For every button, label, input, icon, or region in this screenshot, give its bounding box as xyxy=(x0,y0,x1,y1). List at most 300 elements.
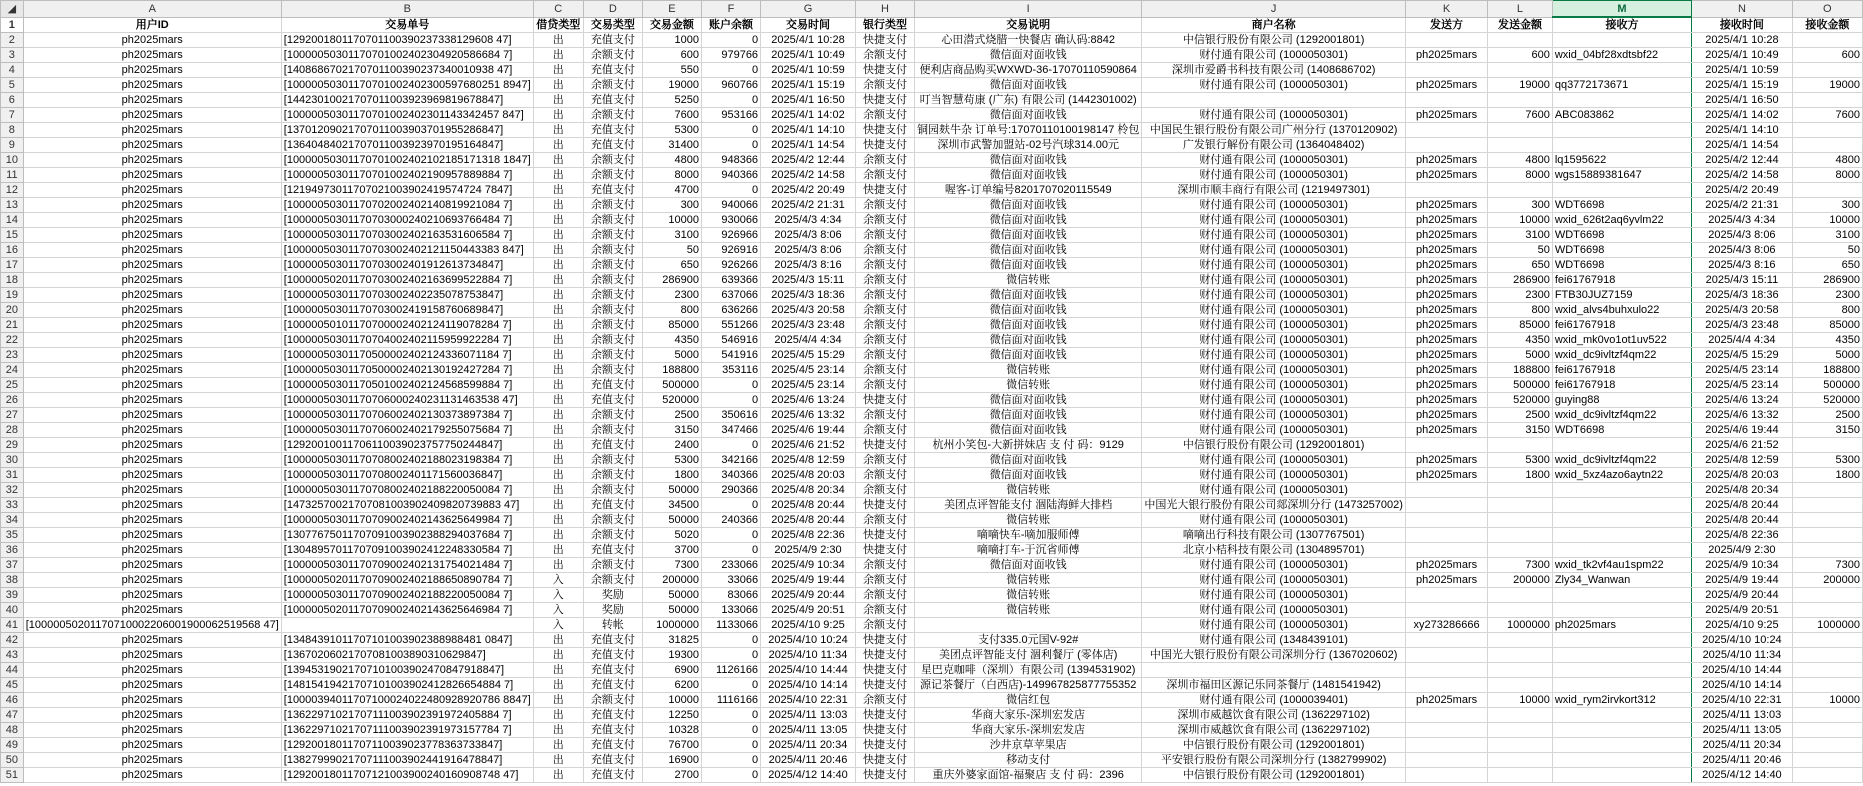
cell-D16[interactable]: 余额支付 xyxy=(583,243,642,258)
cell-F15[interactable]: 926966 xyxy=(701,228,760,243)
column-header-I[interactable]: I xyxy=(915,1,1142,18)
cell-F20[interactable]: 636266 xyxy=(701,303,760,318)
cell-H50[interactable]: 快捷支付 xyxy=(855,753,914,768)
cell-H16[interactable]: 余额支付 xyxy=(855,243,914,258)
cell-B12[interactable]: [12194973011707021003902419574724 7847] xyxy=(281,183,533,198)
column-header-F[interactable]: F xyxy=(701,1,760,18)
cell-L37[interactable]: 7300 xyxy=(1488,558,1553,573)
cell-A50[interactable]: ph2025mars xyxy=(23,753,281,768)
cell-L31[interactable]: 1800 xyxy=(1488,468,1553,483)
cell-J6[interactable] xyxy=(1142,93,1406,108)
cell-F37[interactable]: 233066 xyxy=(701,558,760,573)
row-header-18[interactable]: 18 xyxy=(1,273,24,288)
cell-O3[interactable]: 600 xyxy=(1792,48,1862,63)
cell-L34[interactable] xyxy=(1488,513,1553,528)
cell-F19[interactable]: 637066 xyxy=(701,288,760,303)
cell-B20[interactable]: [10000050301170703002419158760689847] xyxy=(281,303,533,318)
cell-O6[interactable] xyxy=(1792,93,1862,108)
cell-C5[interactable]: 出 xyxy=(533,78,583,93)
cell-C34[interactable]: 出 xyxy=(533,513,583,528)
cell-I10[interactable]: 微信面对面收钱 xyxy=(915,153,1142,168)
cell-N29[interactable]: 2025/4/6 21:52 xyxy=(1692,438,1792,453)
cell-H34[interactable]: 余额支付 xyxy=(855,513,914,528)
cell-E40[interactable]: 50000 xyxy=(642,603,701,618)
row-header-42[interactable]: 42 xyxy=(1,633,24,648)
cell-K45[interactable] xyxy=(1405,678,1487,693)
cell-D28[interactable]: 余额支付 xyxy=(583,423,642,438)
table-row[interactable] xyxy=(1,183,1863,198)
cell-C18[interactable]: 出 xyxy=(533,273,583,288)
cell-N3[interactable]: 2025/4/1 10:49 xyxy=(1692,48,1792,63)
cell-E2[interactable]: 1000 xyxy=(642,33,701,48)
cell-G44[interactable]: 2025/4/10 14:44 xyxy=(761,663,856,678)
cell-E38[interactable]: 200000 xyxy=(642,573,701,588)
cell-B3[interactable]: [10000050301170701002402304920586684 7] xyxy=(281,48,533,63)
cell-K41[interactable]: xy273286666 xyxy=(1405,618,1487,633)
cell-O48[interactable] xyxy=(1792,723,1862,738)
cell-H9[interactable]: 快捷支付 xyxy=(855,138,914,153)
cell-H46[interactable]: 余额支付 xyxy=(855,693,914,708)
cell-L21[interactable]: 85000 xyxy=(1488,318,1553,333)
cell-J47[interactable]: 深圳市威越饮食有限公司 (1362297102) xyxy=(1142,708,1406,723)
cell-F5[interactable]: 960766 xyxy=(701,78,760,93)
cell-O22[interactable]: 4350 xyxy=(1792,333,1862,348)
cell-O14[interactable]: 10000 xyxy=(1792,213,1862,228)
cell-D40[interactable]: 奖励 xyxy=(583,603,642,618)
cell-C42[interactable]: 出 xyxy=(533,633,583,648)
header-cell-E[interactable]: 交易金额 xyxy=(642,17,701,33)
cell-L20[interactable]: 800 xyxy=(1488,303,1553,318)
cell-E30[interactable]: 5300 xyxy=(642,453,701,468)
cell-O21[interactable]: 85000 xyxy=(1792,318,1862,333)
cell-A5[interactable]: ph2025mars xyxy=(23,78,281,93)
cell-I22[interactable]: 微信面对面收钱 xyxy=(915,333,1142,348)
cell-K46[interactable]: ph2025mars xyxy=(1405,693,1487,708)
cell-O2[interactable] xyxy=(1792,33,1862,48)
cell-E29[interactable]: 2400 xyxy=(642,438,701,453)
cell-M21[interactable]: fei61767918 xyxy=(1552,318,1691,333)
cell-D11[interactable]: 余额支付 xyxy=(583,168,642,183)
cell-F39[interactable]: 83066 xyxy=(701,588,760,603)
cell-O51[interactable] xyxy=(1792,768,1862,783)
cell-C14[interactable]: 出 xyxy=(533,213,583,228)
cell-C12[interactable]: 出 xyxy=(533,183,583,198)
cell-B23[interactable]: [10000050301170500002402124336071184 7] xyxy=(281,348,533,363)
table-row[interactable] xyxy=(1,93,1863,108)
cell-D3[interactable]: 余额支付 xyxy=(583,48,642,63)
cell-J22[interactable]: 财付通有限公司 (1000050301) xyxy=(1142,333,1406,348)
cell-C11[interactable]: 出 xyxy=(533,168,583,183)
table-row[interactable] xyxy=(1,753,1863,768)
cell-B19[interactable]: [10000050301170703002402235078753847] xyxy=(281,288,533,303)
cell-G16[interactable]: 2025/4/3 8:06 xyxy=(761,243,856,258)
cell-K36[interactable] xyxy=(1405,543,1487,558)
cell-D51[interactable]: 充值支付 xyxy=(583,768,642,783)
cell-N40[interactable]: 2025/4/9 20:51 xyxy=(1692,603,1792,618)
cell-A20[interactable]: ph2025mars xyxy=(23,303,281,318)
cell-C48[interactable]: 出 xyxy=(533,723,583,738)
cell-I40[interactable]: 微信转账 xyxy=(915,603,1142,618)
cell-F34[interactable]: 240366 xyxy=(701,513,760,528)
cell-I25[interactable]: 微信转账 xyxy=(915,378,1142,393)
cell-N44[interactable]: 2025/4/10 14:44 xyxy=(1692,663,1792,678)
cell-J36[interactable]: 北京小桔科技有限公司 (1304895701) xyxy=(1142,543,1406,558)
row-header-25[interactable]: 25 xyxy=(1,378,24,393)
header-cell-I[interactable]: 交易说明 xyxy=(915,17,1142,33)
cell-L32[interactable] xyxy=(1488,483,1553,498)
cell-A29[interactable]: ph2025mars xyxy=(23,438,281,453)
cell-I17[interactable]: 微信面对面收钱 xyxy=(915,258,1142,273)
cell-N50[interactable]: 2025/4/11 20:46 xyxy=(1692,753,1792,768)
cell-L12[interactable] xyxy=(1488,183,1553,198)
row-header-20[interactable]: 20 xyxy=(1,303,24,318)
cell-B33[interactable]: [14732570021707081003902409820739883 47] xyxy=(281,498,533,513)
cell-M45[interactable] xyxy=(1552,678,1691,693)
cell-A14[interactable]: ph2025mars xyxy=(23,213,281,228)
cell-I31[interactable]: 微信面对面收钱 xyxy=(915,468,1142,483)
cell-H27[interactable]: 余额支付 xyxy=(855,408,914,423)
cell-A28[interactable]: ph2025mars xyxy=(23,423,281,438)
cell-H44[interactable]: 快捷支付 xyxy=(855,663,914,678)
cell-N20[interactable]: 2025/4/3 20:58 xyxy=(1692,303,1792,318)
column-header-D[interactable]: D xyxy=(583,1,642,18)
cell-A47[interactable]: ph2025mars xyxy=(23,708,281,723)
cell-K40[interactable] xyxy=(1405,603,1487,618)
row-header-27[interactable]: 27 xyxy=(1,408,24,423)
cell-L24[interactable]: 188800 xyxy=(1488,363,1553,378)
table-row[interactable] xyxy=(1,513,1863,528)
table-row[interactable] xyxy=(1,678,1863,693)
cell-K50[interactable] xyxy=(1405,753,1487,768)
cell-K42[interactable] xyxy=(1405,633,1487,648)
table-row[interactable] xyxy=(1,408,1863,423)
cell-K37[interactable]: ph2025mars xyxy=(1405,558,1487,573)
cell-K4[interactable] xyxy=(1405,63,1487,78)
cell-E20[interactable]: 800 xyxy=(642,303,701,318)
row-header-6[interactable]: 6 xyxy=(1,93,24,108)
cell-A46[interactable]: ph2025mars xyxy=(23,693,281,708)
cell-M36[interactable] xyxy=(1552,543,1691,558)
table-row[interactable] xyxy=(1,78,1863,93)
cell-L6[interactable] xyxy=(1488,93,1553,108)
cell-D43[interactable]: 充值支付 xyxy=(583,648,642,663)
cell-K11[interactable]: ph2025mars xyxy=(1405,168,1487,183)
cell-A31[interactable]: ph2025mars xyxy=(23,468,281,483)
cell-O47[interactable] xyxy=(1792,708,1862,723)
cell-N26[interactable]: 2025/4/6 13:24 xyxy=(1692,393,1792,408)
cell-N33[interactable]: 2025/4/8 20:44 xyxy=(1692,498,1792,513)
cell-E34[interactable]: 50000 xyxy=(642,513,701,528)
cell-E7[interactable]: 7600 xyxy=(642,108,701,123)
cell-O4[interactable] xyxy=(1792,63,1862,78)
cell-B4[interactable]: [1408686702170701100390237340010938 47] xyxy=(281,63,533,78)
cell-H31[interactable]: 余额支付 xyxy=(855,468,914,483)
cell-G42[interactable]: 2025/4/10 10:24 xyxy=(761,633,856,648)
cell-H26[interactable]: 快捷支付 xyxy=(855,393,914,408)
cell-F35[interactable]: 0 xyxy=(701,528,760,543)
table-row[interactable] xyxy=(1,588,1863,603)
cell-I16[interactable]: 微信面对面收钱 xyxy=(915,243,1142,258)
cell-A48[interactable]: ph2025mars xyxy=(23,723,281,738)
cell-B18[interactable]: [10000050201170703002402163699522884 7] xyxy=(281,273,533,288)
cell-K15[interactable]: ph2025mars xyxy=(1405,228,1487,243)
table-row[interactable] xyxy=(1,708,1863,723)
cell-L43[interactable] xyxy=(1488,648,1553,663)
cell-K5[interactable]: ph2025mars xyxy=(1405,78,1487,93)
cell-N23[interactable]: 2025/4/5 15:29 xyxy=(1692,348,1792,363)
cell-A45[interactable]: ph2025mars xyxy=(23,678,281,693)
cell-C4[interactable]: 出 xyxy=(533,63,583,78)
cell-D32[interactable]: 余额支付 xyxy=(583,483,642,498)
cell-C9[interactable]: 出 xyxy=(533,138,583,153)
cell-A30[interactable]: ph2025mars xyxy=(23,453,281,468)
cell-O50[interactable] xyxy=(1792,753,1862,768)
cell-B37[interactable]: [10000050301170709002402131754021484 7] xyxy=(281,558,533,573)
cell-G51[interactable]: 2025/4/12 14:40 xyxy=(761,768,856,783)
cell-G6[interactable]: 2025/4/1 16:50 xyxy=(761,93,856,108)
cell-K20[interactable]: ph2025mars xyxy=(1405,303,1487,318)
table-row[interactable] xyxy=(1,573,1863,588)
cell-I35[interactable]: 嘀嘀快车-嘀加服师傅 xyxy=(915,528,1142,543)
cell-H2[interactable]: 快捷支付 xyxy=(855,33,914,48)
cell-J17[interactable]: 财付通有限公司 (1000050301) xyxy=(1142,258,1406,273)
cell-J38[interactable]: 财付通有限公司 (1000050301) xyxy=(1142,573,1406,588)
cell-E17[interactable]: 650 xyxy=(642,258,701,273)
cell-C36[interactable]: 出 xyxy=(533,543,583,558)
header-cell-A[interactable]: 用户ID xyxy=(23,17,281,33)
cell-N21[interactable]: 2025/4/3 23:48 xyxy=(1692,318,1792,333)
cell-B29[interactable]: [12920010011706110039023757750244847] xyxy=(281,438,533,453)
cell-K51[interactable] xyxy=(1405,768,1487,783)
table-row[interactable] xyxy=(1,618,1863,633)
cell-K31[interactable]: ph2025mars xyxy=(1405,468,1487,483)
cell-F26[interactable]: 0 xyxy=(701,393,760,408)
column-header-G[interactable]: G xyxy=(761,1,856,18)
cell-D18[interactable]: 余额支付 xyxy=(583,273,642,288)
cell-H20[interactable]: 余额支付 xyxy=(855,303,914,318)
cell-M47[interactable] xyxy=(1552,708,1691,723)
row-header-51[interactable]: 51 xyxy=(1,768,24,783)
cell-J16[interactable]: 财付通有限公司 (1000050301) xyxy=(1142,243,1406,258)
cell-J33[interactable]: 中国光大银行股份有限公司郯深圳分行 (1473257002) xyxy=(1142,498,1406,513)
cell-M19[interactable]: FTB30JUZ7159 xyxy=(1552,288,1691,303)
cell-B6[interactable]: [14423010021707011003923969819678847] xyxy=(281,93,533,108)
cell-D42[interactable]: 充值支付 xyxy=(583,633,642,648)
cell-D6[interactable]: 充值支付 xyxy=(583,93,642,108)
table-row[interactable] xyxy=(1,348,1863,363)
cell-C13[interactable]: 出 xyxy=(533,198,583,213)
cell-F3[interactable]: 979766 xyxy=(701,48,760,63)
cell-F24[interactable]: 353116 xyxy=(701,363,760,378)
cell-G10[interactable]: 2025/4/2 12:44 xyxy=(761,153,856,168)
cell-A13[interactable]: ph2025mars xyxy=(23,198,281,213)
cell-M20[interactable]: wxid_alvs4buhxulo22 xyxy=(1552,303,1691,318)
cell-O41[interactable]: 1000000 xyxy=(1792,618,1862,633)
cell-J43[interactable]: 中国光大银行股份有限公司深圳分行 (1367020602) xyxy=(1142,648,1406,663)
table-row[interactable] xyxy=(1,48,1863,63)
row-header-2[interactable]: 2 xyxy=(1,33,24,48)
cell-A8[interactable]: ph2025mars xyxy=(23,123,281,138)
table-row[interactable] xyxy=(1,693,1863,708)
cell-G39[interactable]: 2025/4/9 20:44 xyxy=(761,588,856,603)
cell-E12[interactable]: 4700 xyxy=(642,183,701,198)
cell-C23[interactable]: 出 xyxy=(533,348,583,363)
cell-L30[interactable]: 5300 xyxy=(1488,453,1553,468)
cell-K12[interactable] xyxy=(1405,183,1487,198)
header-cell-D[interactable]: 交易类型 xyxy=(583,17,642,33)
cell-F16[interactable]: 926916 xyxy=(701,243,760,258)
cell-B27[interactable]: [10000050301170706002402130373897384 7] xyxy=(281,408,533,423)
cell-A34[interactable]: ph2025mars xyxy=(23,513,281,528)
cell-O12[interactable] xyxy=(1792,183,1862,198)
cell-H15[interactable]: 余额支付 xyxy=(855,228,914,243)
cell-C3[interactable]: 出 xyxy=(533,48,583,63)
cell-L7[interactable]: 7600 xyxy=(1488,108,1553,123)
cell-O30[interactable]: 5300 xyxy=(1792,453,1862,468)
cell-I20[interactable]: 微信面对面收钱 xyxy=(915,303,1142,318)
cell-E46[interactable]: 10000 xyxy=(642,693,701,708)
cell-D36[interactable]: 充值支付 xyxy=(583,543,642,558)
table-row[interactable] xyxy=(1,63,1863,78)
cell-I44[interactable]: 星巴克咖啡（深圳）有限公司 (1394531902) xyxy=(915,663,1142,678)
cell-N14[interactable]: 2025/4/3 4:34 xyxy=(1692,213,1792,228)
header-cell-L[interactable]: 发送金额 xyxy=(1488,17,1553,33)
row-header-45[interactable]: 45 xyxy=(1,678,24,693)
row-header-9[interactable]: 9 xyxy=(1,138,24,153)
cell-M7[interactable]: ABC083862 xyxy=(1552,108,1691,123)
cell-F38[interactable]: 33066 xyxy=(701,573,760,588)
cell-G28[interactable]: 2025/4/6 19:44 xyxy=(761,423,856,438)
cell-N39[interactable]: 2025/4/9 20:44 xyxy=(1692,588,1792,603)
cell-F44[interactable]: 1126166 xyxy=(701,663,760,678)
cell-G2[interactable]: 2025/4/1 10:28 xyxy=(761,33,856,48)
cell-D12[interactable]: 充值支付 xyxy=(583,183,642,198)
cell-D39[interactable]: 奖励 xyxy=(583,588,642,603)
cell-O13[interactable]: 300 xyxy=(1792,198,1862,213)
cell-J50[interactable]: 平安银行股份有限公司深圳分行 (1382799902) xyxy=(1142,753,1406,768)
cell-B51[interactable]: [12920018011707121003900240160908748 47] xyxy=(281,768,533,783)
table-row[interactable] xyxy=(1,153,1863,168)
cell-K18[interactable]: ph2025mars xyxy=(1405,273,1487,288)
row-header-30[interactable]: 30 xyxy=(1,453,24,468)
cell-L36[interactable] xyxy=(1488,543,1553,558)
row-header-37[interactable]: 37 xyxy=(1,558,24,573)
cell-B24[interactable]: [10000050301170500002402130192427284 7] xyxy=(281,363,533,378)
column-header-H[interactable]: H xyxy=(855,1,914,18)
header-cell-K[interactable]: 发送方 xyxy=(1405,17,1487,33)
cell-M8[interactable] xyxy=(1552,123,1691,138)
cell-K47[interactable] xyxy=(1405,708,1487,723)
cell-L41[interactable]: 1000000 xyxy=(1488,618,1553,633)
cell-D30[interactable]: 余额支付 xyxy=(583,453,642,468)
cell-K21[interactable]: ph2025mars xyxy=(1405,318,1487,333)
cell-K3[interactable]: ph2025mars xyxy=(1405,48,1487,63)
cell-G3[interactable]: 2025/4/1 10:49 xyxy=(761,48,856,63)
cell-N6[interactable]: 2025/4/1 16:50 xyxy=(1692,93,1792,108)
cell-B36[interactable]: [13048957011707091003902412248330584 7] xyxy=(281,543,533,558)
cell-I15[interactable]: 微信面对面收钱 xyxy=(915,228,1142,243)
cell-I28[interactable]: 微信面对面收钱 xyxy=(915,423,1142,438)
cell-G23[interactable]: 2025/4/5 15:29 xyxy=(761,348,856,363)
cell-D13[interactable]: 余额支付 xyxy=(583,198,642,213)
cell-N25[interactable]: 2025/4/5 23:14 xyxy=(1692,378,1792,393)
cell-N45[interactable]: 2025/4/10 14:14 xyxy=(1692,678,1792,693)
cell-H22[interactable]: 余额支付 xyxy=(855,333,914,348)
cell-D49[interactable]: 充值支付 xyxy=(583,738,642,753)
cell-A3[interactable]: ph2025mars xyxy=(23,48,281,63)
cell-J46[interactable]: 财付通有限公司 (1000039401) xyxy=(1142,693,1406,708)
cell-G18[interactable]: 2025/4/3 15:11 xyxy=(761,273,856,288)
cell-H45[interactable]: 快捷支付 xyxy=(855,678,914,693)
cell-B43[interactable]: [13670206021707081003890310629847] xyxy=(281,648,533,663)
cell-N7[interactable]: 2025/4/1 14:02 xyxy=(1692,108,1792,123)
cell-A16[interactable]: ph2025mars xyxy=(23,243,281,258)
cell-M33[interactable] xyxy=(1552,498,1691,513)
cell-D22[interactable]: 余额支付 xyxy=(583,333,642,348)
cell-N8[interactable]: 2025/4/1 14:10 xyxy=(1692,123,1792,138)
cell-G37[interactable]: 2025/4/9 10:34 xyxy=(761,558,856,573)
cell-A41[interactable]: [10000050201170710002206001900062519568 47] xyxy=(23,618,281,633)
cell-J20[interactable]: 财付通有限公司 (1000050301) xyxy=(1142,303,1406,318)
cell-M12[interactable] xyxy=(1552,183,1691,198)
cell-N24[interactable]: 2025/4/5 23:14 xyxy=(1692,363,1792,378)
table-row[interactable] xyxy=(1,363,1863,378)
cell-H25[interactable]: 余额支付 xyxy=(855,378,914,393)
cell-M24[interactable]: fei61767918 xyxy=(1552,363,1691,378)
cell-H3[interactable]: 余额支付 xyxy=(855,48,914,63)
cell-C39[interactable]: 入 xyxy=(533,588,583,603)
cell-H32[interactable]: 余额支付 xyxy=(855,483,914,498)
cell-G9[interactable]: 2025/4/1 14:54 xyxy=(761,138,856,153)
cell-J51[interactable]: 中信银行股份有限公司 (1292001801) xyxy=(1142,768,1406,783)
cell-O34[interactable] xyxy=(1792,513,1862,528)
row-header-19[interactable]: 19 xyxy=(1,288,24,303)
row-header-49[interactable]: 49 xyxy=(1,738,24,753)
cell-I42[interactable]: 支付335.0元国V-92# xyxy=(915,633,1142,648)
cell-O29[interactable] xyxy=(1792,438,1862,453)
cell-N37[interactable]: 2025/4/9 10:34 xyxy=(1692,558,1792,573)
cell-A22[interactable]: ph2025mars xyxy=(23,333,281,348)
cell-F50[interactable]: 0 xyxy=(701,753,760,768)
cell-M34[interactable] xyxy=(1552,513,1691,528)
cell-K16[interactable]: ph2025mars xyxy=(1405,243,1487,258)
cell-E8[interactable]: 5300 xyxy=(642,123,701,138)
cell-E3[interactable]: 600 xyxy=(642,48,701,63)
cell-F23[interactable]: 541916 xyxy=(701,348,760,363)
cell-F45[interactable]: 0 xyxy=(701,678,760,693)
cell-O23[interactable]: 5000 xyxy=(1792,348,1862,363)
row-header-34[interactable]: 34 xyxy=(1,513,24,528)
table-row[interactable] xyxy=(1,288,1863,303)
row-header-10[interactable]: 10 xyxy=(1,153,24,168)
cell-M5[interactable]: qq3772173671 xyxy=(1552,78,1691,93)
table-row[interactable] xyxy=(1,453,1863,468)
cell-E15[interactable]: 3100 xyxy=(642,228,701,243)
cell-B40[interactable]: [10000050201170709002402143625646984 7] xyxy=(281,603,533,618)
cell-D2[interactable]: 充值支付 xyxy=(583,33,642,48)
cell-B46[interactable]: [10000394011707100024022480928920786 8847] xyxy=(281,693,533,708)
cell-M27[interactable]: wxid_dc9ivltzf4qm22 xyxy=(1552,408,1691,423)
cell-K14[interactable]: ph2025mars xyxy=(1405,213,1487,228)
cell-I13[interactable]: 微信面对面收钱 xyxy=(915,198,1142,213)
table-row[interactable] xyxy=(1,303,1863,318)
cell-G22[interactable]: 2025/4/4 4:34 xyxy=(761,333,856,348)
row-header-36[interactable]: 36 xyxy=(1,543,24,558)
cell-L18[interactable]: 286900 xyxy=(1488,273,1553,288)
cell-H30[interactable]: 余额支付 xyxy=(855,453,914,468)
row-header-23[interactable]: 23 xyxy=(1,348,24,363)
row-header-24[interactable]: 24 xyxy=(1,363,24,378)
